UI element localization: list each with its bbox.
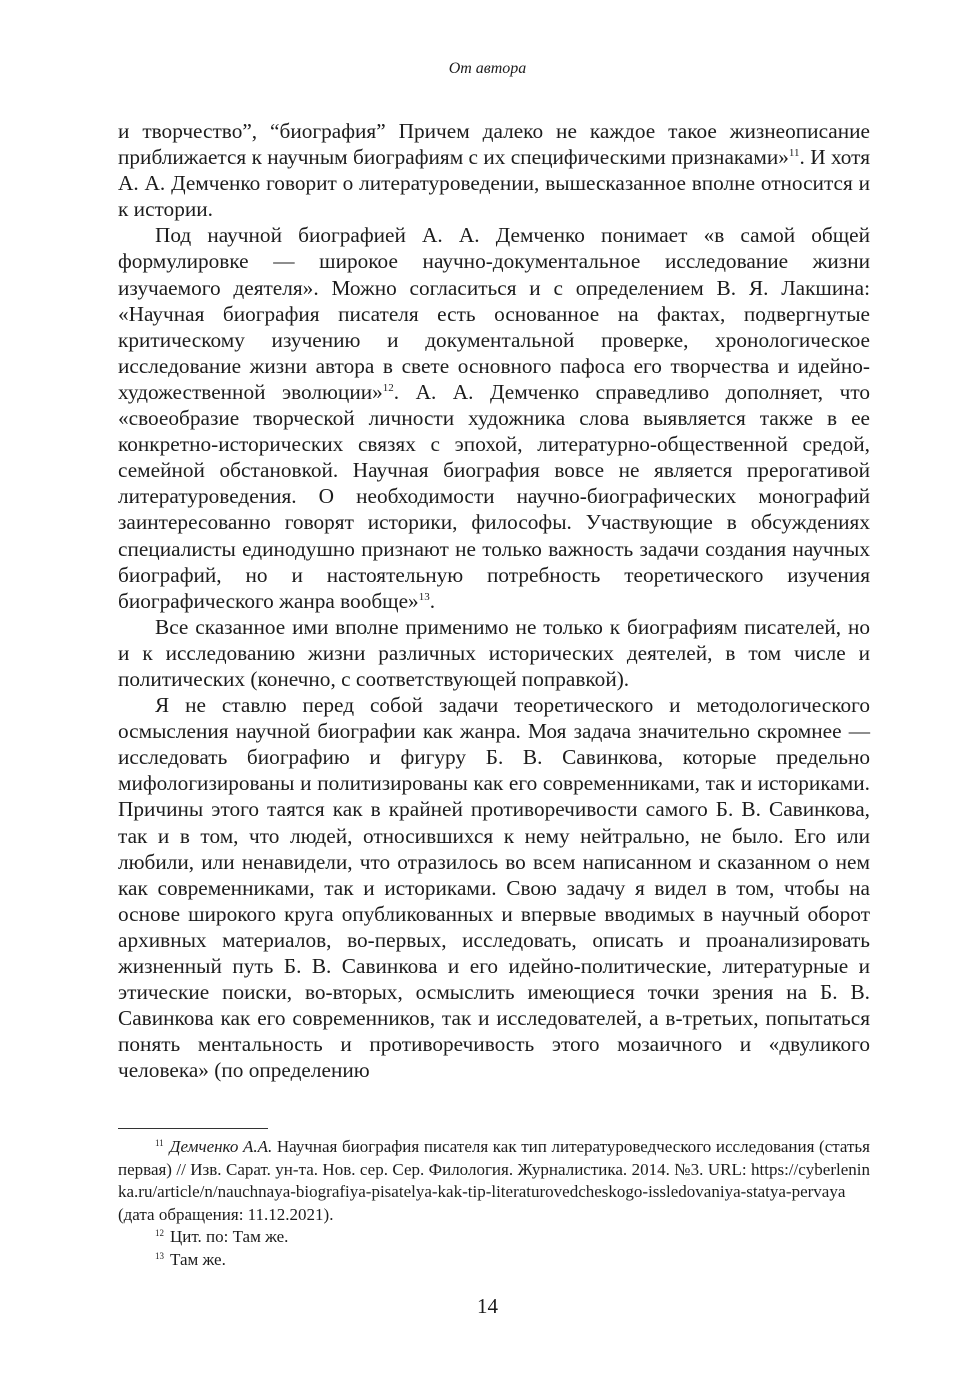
footnote-11: [118, 1136, 870, 1226]
footnote-number: 11: [155, 1138, 164, 1148]
footnote-text-tail: (дата обращения: 11.12.2021).: [118, 1204, 334, 1224]
footnote-text: Там же.: [170, 1249, 226, 1269]
footnote-ref-13[interactable]: 13: [418, 590, 430, 603]
footnote-text: Научная биография писателя как тип литературоведческого исследования (статья первая) // Изв. Сарат. ун-та. Нов. сер. Сер. Филология. Журналистика. 2014. №3. URL:: [118, 1137, 870, 1179]
main-text: [118, 118, 870, 1083]
footnote-url-link[interactable]: https://cyberleninka.ru/article/n/nauchnaya-biografiya-pisatelya-kak-tip-literaturovedcheskogo-issledovaniya-statya-pervaya: [118, 1159, 870, 1201]
paragraph-1-text-cont: . И хотя А. А. Демченко говорит о литературоведении, вышесказанное вполне относится и к истории.: [118, 145, 870, 222]
paragraph-2: [118, 222, 870, 613]
footnote-number: 12: [155, 1228, 164, 1238]
footnote-text: Цит. по: Там же.: [170, 1227, 289, 1246]
paragraph-3: Все сказанное ими вполне применимо не только к биографиям писателей, но и к исследованию жизни различных исторических деятелей, в том числе и политических (конечно, с соответствующей поправкой).: [118, 614, 870, 691]
paragraph-2-text-end: .: [429, 588, 436, 613]
paragraph-4: Я не ставлю перед собой задачи теоретического и методологического осмысления научной биографии как жанра. Моя задача значительно скромнее — исследовать биографию и фигуру Б. В. Савинкова, которые предельно мифологизированы и политизированы как его современниками, так и историками. Причины этого таятся как в крайней противоречивости самого Б. В. Савинкова, так и в том, что людей, относившихся к нему нейтрально, не было. Его или любили, или ненавидели, что отразилось во всем написанном и сказанном о нем как современниками, так и историками. Свою задачу я видел в том, чтобы на основе широкого круга опубликованных и впервые вводимых в научный оборот архивных материалов, во-первых, исследовать, описать и проанализировать жизненный путь Б. В. Савинкова и его идейно-политические, литературные и этические поиски, во-вторых, осмыслить имеющиеся точки зрения на Б. В. Савинкова как его современников, так и исследователей, а в-третьих, попытаться понять ментальность и противоречивость этого мозаичного и «двуликого человека» (по определению: [118, 693, 870, 1083]
footnote-13: [118, 1249, 870, 1272]
page-number: 14: [477, 1294, 498, 1318]
footnote-12: [118, 1226, 870, 1249]
footnote-divider: [118, 1128, 268, 1129]
paragraph-1-text: и творчество”, “биография” Причем далеко не каждое такое жизнеописание приближается к научным биографиям с их специфическими признаками»: [118, 119, 870, 170]
running-head: От автора: [448, 60, 527, 77]
footnote-ref-11[interactable]: 11: [788, 147, 800, 160]
paragraph-2-text-cont: . А. А. Демченко справедливо дополняет, что «своеобразие творческой личности художника слова выявляется также в ее конкретно-исторических связях с эпохой, литературно-общественной средой, семейной обстановкой. Научная биография вовсе не является прерогативой литературоведения. О необходимости научно-биографических монографий заинтересованно говорят историки, философы. Участвующие в обсуждениях специалисты единодушно признают не только важность задачи создания научных биографий, но и настоятельную потребность теоретического изучения биографического жанра вообще»: [118, 379, 870, 613]
paragraph-1: [118, 118, 870, 222]
footnote-number: 13: [155, 1250, 164, 1261]
footnote-ref-12[interactable]: 12: [382, 381, 394, 394]
paragraph-2-text: Под научной биографией А. А. Демченко понимает «в самой общей формулировке — широкое научно-документальное исследование жизни изучаемого деятеля». Можно согласиться и с определением В. Я. Лакшина: «Научная биография писателя есть основанное на фактах, подвергнутые критическому изучению и документальной проверке, хронологическое исследование жизни автора в свете основного пафоса его творчества и идейно-художественной эволюции»: [118, 223, 870, 404]
footnote-author: Демченко А.А.: [169, 1137, 273, 1156]
footnotes: [118, 1136, 870, 1271]
